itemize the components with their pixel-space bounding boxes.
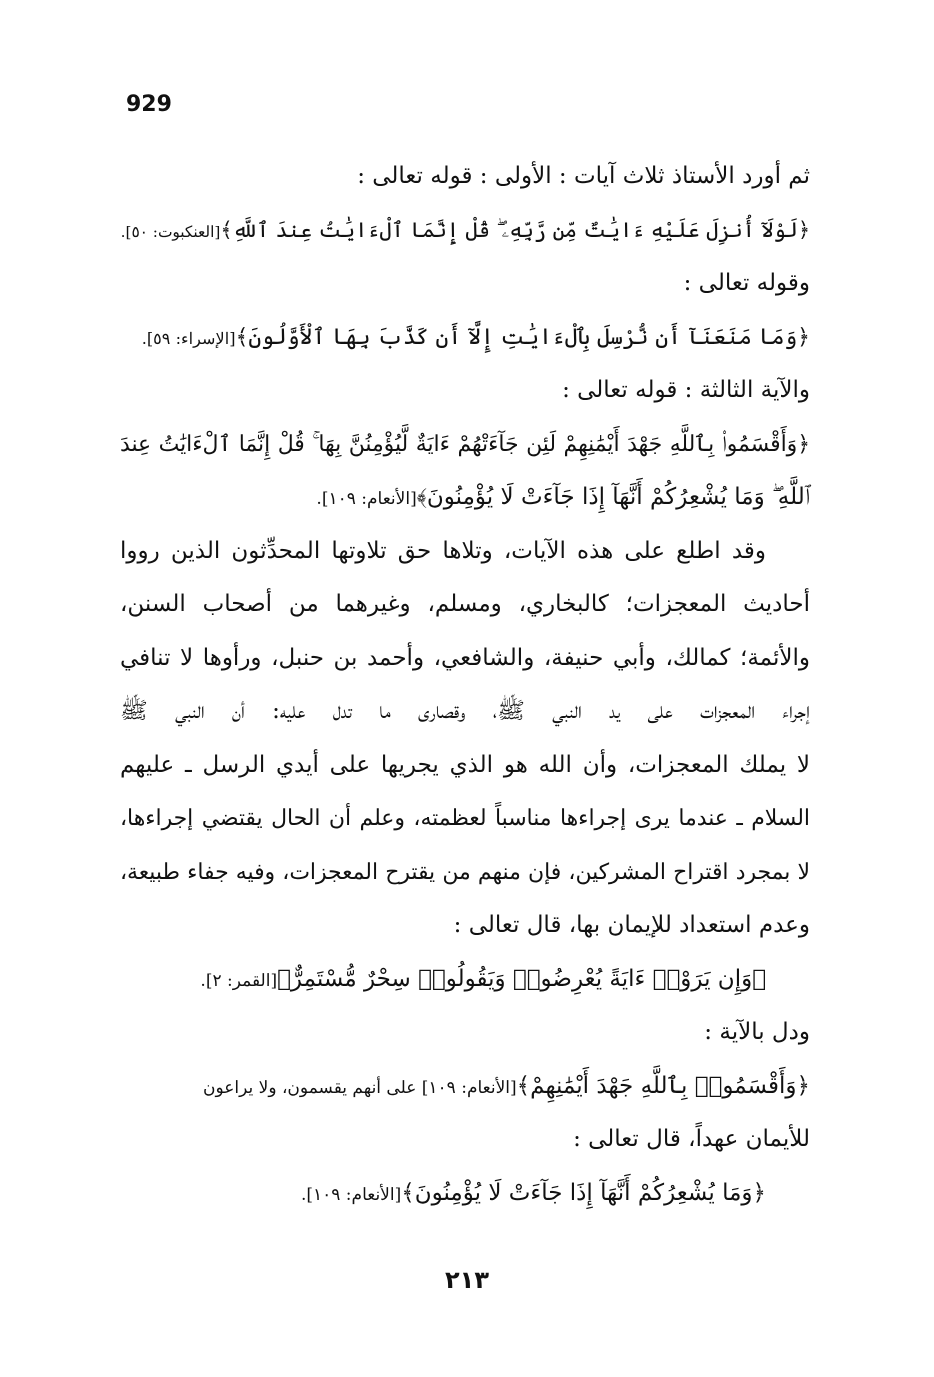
- quran-verse: ﴿لَوْلَآ أُنزِلَ عَلَيْهِ ءَايَٰتٌ مِّن رَّبِّهِۦ ۖ قُلْ إِنَّمَا ٱلْءَايَٰتُ عِندَ ٱللَّهِ﴾: [220, 217, 810, 242]
- quran-verse: ﴿وَأَقْسَمُوا۟ بِٱللَّهِ جَهْدَ أَيْمَٰنِهِمْ لَئِن جَآءَتْهُمْ ءَايَةٌ لَّيُؤْمِنُنَّ بِهَا ۚ قُلْ إِنَّمَا ٱلْءَايَٰتُ عِندَ: [120, 431, 810, 457]
- page-number: ٢١٣: [445, 1266, 489, 1294]
- text-line: والأئمة؛ كمالك، وأبي حنيفة، والشافعي، وأحمد بن حنبل، ورأوها لا تنافي: [120, 644, 810, 671]
- text-line: لا بمجرد اقتراح المشركين، فإن منهم من يقترح المعجزات، وفيه جفاء طبيعة،: [120, 859, 810, 885]
- manuscript-number: 929: [126, 92, 172, 117]
- text-line: وقد اطلع على هذه الآيات، وتلاها حق تلاوتها المحدِّثون الذين رووا: [120, 537, 766, 564]
- page-body: [120, 150, 810, 1220]
- text-line: ثم أورد الأستاذ ثلاث آيات : الأولى : قوله تعالى :: [357, 163, 810, 189]
- text-line: وقوله تعالى :: [683, 270, 810, 296]
- text-line: ودل بالآية :: [704, 1019, 810, 1045]
- quran-verse-line: [120, 204, 810, 258]
- quran-verse-line: [120, 1167, 810, 1221]
- text-line: السلام ـ عندما يرى إجراءها مناسباً لعظمته، وعلم أن الحال يقتضي إجراءها،: [120, 806, 810, 831]
- quran-verse-line: [120, 311, 810, 365]
- verse-reference: [الأنعام: ١٠٩] على أنهم يقسمون، ولا يراعون: [202, 1077, 517, 1098]
- verse-reference: [العنكبوت: ٥٠].: [120, 222, 221, 241]
- verse-reference: [الإسراء: ٥٩].: [141, 328, 236, 348]
- quran-verse: ﴿وَإِن يَرَوْا۟ ءَايَةً يُعْرِضُوا۟ وَيَقُولُوا۟ سِحْرٌ مُّسْتَمِرٌّ﴾: [277, 965, 766, 992]
- text-line: إجراء المعجزات على يد النبي ﷺ، وقصارى ما تدل عليه: أن النبي ﷺ: [120, 698, 810, 724]
- text-line: لا يملك المعجزات، وأن الله هو الذي يجريها على أيدي الرسل ـ عليهم: [120, 751, 810, 778]
- quran-verse: ٱللَّهِ ۖ وَمَا يُشْعِرُكُمْ أَنَّهَآ إِذَا جَآءَتْ لَا يُؤْمِنُونَ﴾: [416, 484, 810, 510]
- quran-verse: ﴿وَمَا يُشْعِرُكُمْ أَنَّهَآ إِذَا جَآءَتْ لَا يُؤْمِنُونَ﴾: [401, 1179, 766, 1206]
- verse-reference: [القمر: ٢].: [200, 970, 278, 991]
- text-line: وعدم استعداد للإيمان بها، قال تعالى :: [453, 912, 810, 938]
- quran-verse-line: [120, 471, 810, 525]
- quran-verse-line: [120, 953, 810, 1007]
- quran-verse-line: [120, 418, 810, 472]
- quran-verse-line: [120, 1060, 810, 1114]
- text-line: للأيمان عهداً، قال تعالى :: [573, 1126, 810, 1152]
- text-line: أحاديث المعجزات؛ كالبخاري، ومسلم، وغيرهما من أصحاب السنن،: [120, 591, 810, 617]
- verse-reference: [الأنعام: ١٠٩].: [316, 489, 417, 509]
- verse-reference: [الأنعام: ١٠٩].: [300, 1184, 402, 1205]
- quran-verse: ﴿وَمَا مَنَعَنَآ أَن نُّرْسِلَ بِٱلْءَايَٰتِ إِلَّآ أَن كَذَّبَ بِهَا ٱلْأَوَّلُونَ﴾: [235, 324, 810, 350]
- text-line: والآية الثالثة : قوله تعالى :: [562, 377, 810, 403]
- quran-verse: ﴿وَأَقْسَمُوا۟ بِٱللَّهِ جَهْدَ أَيْمَٰنِهِمْ﴾: [516, 1072, 810, 1099]
